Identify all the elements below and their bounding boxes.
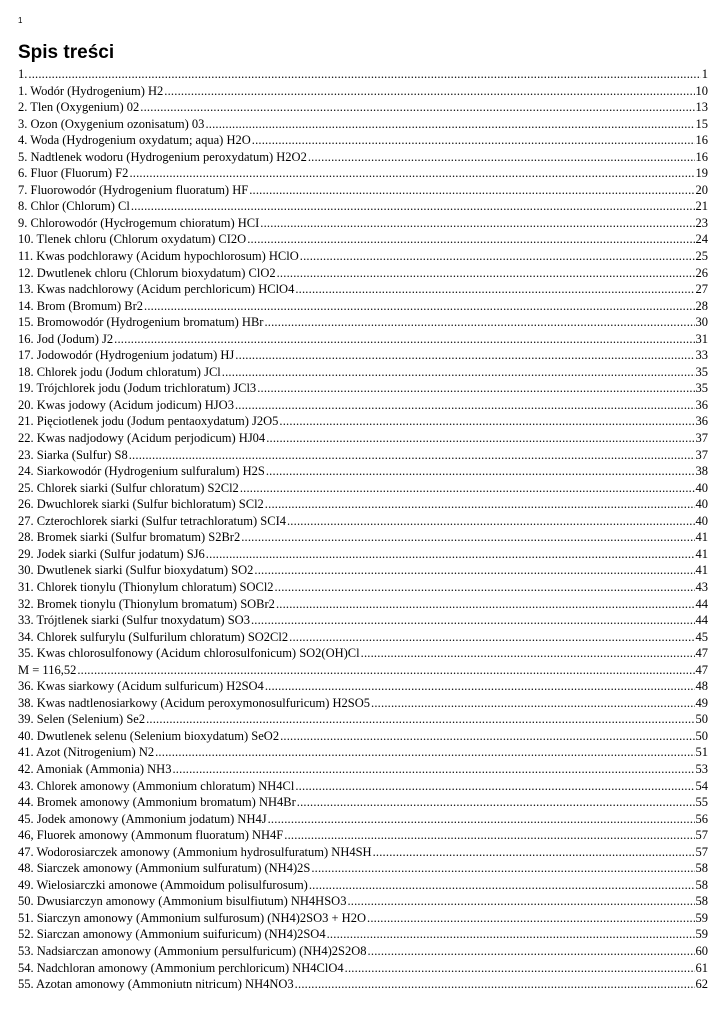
dot-leader [327, 926, 695, 943]
dot-leader [164, 83, 694, 100]
toc-entry-page-number[interactable]: 50 [695, 728, 708, 743]
toc-entry-title[interactable]: 43. Chlorek amonowy (Ammonium chloratum) NH4Cl [18, 778, 295, 793]
toc-entry-page-number[interactable]: 51 [695, 745, 708, 760]
toc-entry[interactable] [18, 910, 708, 927]
toc-entry[interactable] [18, 728, 708, 745]
toc-entry[interactable] [18, 877, 708, 894]
toc-entry-title[interactable]: 6. Fluor (Fluorum) F2 [18, 166, 129, 181]
toc-entry[interactable] [18, 529, 708, 546]
toc-entry[interactable] [18, 182, 708, 199]
toc-entry-title[interactable]: 39. Selen (Selenium) Se2 [18, 712, 146, 727]
toc-entry-page-number[interactable]: 41 [695, 546, 708, 561]
dot-leader [146, 711, 694, 728]
dot-leader [266, 430, 694, 447]
toc-entry-page-number[interactable]: 62 [695, 977, 708, 992]
toc-entry-title[interactable]: 25. Chlorek siarki (Sulfur chloratum) S2Cl2 [18, 480, 239, 495]
toc-entry-page-number[interactable]: 58 [695, 861, 708, 876]
dot-leader [347, 893, 694, 910]
dot-leader [251, 612, 695, 629]
toc-entry-title[interactable]: 16. Jod (Jodum) J2 [18, 331, 114, 346]
toc-title: Spis treści [18, 42, 115, 63]
toc-entry-page-number[interactable]: 45 [695, 629, 708, 644]
toc-entry-title[interactable]: 30. Dwutlenek siarki (Sulfur bioxydatum) SO2 [18, 563, 254, 578]
toc-entry[interactable] [18, 198, 708, 215]
toc-entry[interactable] [18, 281, 708, 298]
toc-entry-title[interactable]: 32. Bromek tionylu (Thionylum bromatum) SOBr2 [18, 596, 275, 611]
toc-entry[interactable] [18, 480, 708, 497]
toc-entry[interactable] [18, 562, 708, 579]
dot-leader [295, 976, 695, 993]
toc-entry[interactable] [18, 248, 708, 265]
toc-entry-page-number[interactable]: 23 [695, 215, 708, 230]
toc-entry-title[interactable]: 11. Kwas podchlorawy (Acidum hypochlorosum) HClO [18, 249, 299, 264]
dot-leader [114, 331, 694, 348]
dot-leader [240, 480, 695, 497]
toc-entry-title[interactable]: 21. Pięciotlenek jodu (Jodum pentaoxydatum) J2O5 [18, 414, 279, 429]
toc-entry-title[interactable]: 50. Dwusiarczyn amonowy (Ammonium bisulfiutum) NH4HSO3 [18, 894, 347, 909]
toc-entry-title[interactable]: 44. Bromek amonowy (Ammonium bromatum) NH4Br [18, 795, 296, 810]
toc-entry-title[interactable]: 2. Tlen (Oxygenium) 02 [18, 100, 140, 115]
toc-entry-page-number[interactable]: 59 [695, 927, 708, 942]
dot-leader [309, 877, 695, 894]
toc-entry-page-number[interactable]: 58 [695, 877, 708, 892]
toc-entry-title[interactable]: 1. [18, 67, 28, 81]
dot-leader [252, 132, 695, 149]
toc-entry[interactable] [18, 893, 708, 910]
toc-entry[interactable] [18, 645, 708, 662]
dot-leader [247, 231, 694, 248]
toc-entry-page-number[interactable]: 30 [695, 315, 708, 330]
toc-entry[interactable] [18, 463, 708, 480]
dot-leader [371, 695, 694, 712]
toc-entry[interactable] [18, 546, 708, 563]
toc-entry-page-number[interactable]: 57 [695, 844, 708, 859]
toc-entry-title[interactable]: 40. Dwutlenek selenu (Selenium bioxydatum) SeO2 [18, 728, 280, 743]
toc-entry-page-number[interactable]: 58 [695, 894, 708, 909]
toc-entry[interactable] [18, 744, 708, 761]
toc-entry-title[interactable]: 17. Jodowodór (Hydrogenium jodatum) HJ [18, 348, 235, 363]
toc-entry-title[interactable]: 14. Brom (Bromum) Br2 [18, 298, 143, 313]
dot-leader [129, 165, 694, 182]
dot-leader [373, 844, 695, 861]
toc-entry[interactable] [18, 265, 708, 282]
toc-entry-page-number[interactable]: 35 [695, 381, 708, 396]
toc-entry-title[interactable]: 36. Kwas siarkowy (Acidum sulfuricum) H2SO4 [18, 679, 264, 694]
toc-entry-page-number[interactable]: 57 [695, 828, 708, 843]
toc-entry-page-number[interactable]: 1 [701, 67, 708, 81]
toc-entry-page-number[interactable]: 31 [695, 331, 708, 346]
toc-entry-page-number[interactable]: 56 [695, 811, 708, 826]
toc-entry-title[interactable]: 4. Woda (Hydrogenium oxydatum; aqua) H2O [18, 133, 251, 148]
toc-entry-page-number[interactable]: 36 [695, 414, 708, 429]
dot-leader [206, 546, 695, 563]
toc-entry[interactable] [18, 149, 708, 166]
dot-leader [257, 380, 694, 397]
dot-leader [129, 447, 695, 464]
dot-leader [172, 761, 694, 778]
dot-leader [254, 562, 694, 579]
dot-leader [297, 794, 695, 811]
dot-leader [295, 281, 694, 298]
toc-entry-page-number[interactable]: 48 [695, 679, 708, 694]
toc-entry[interactable] [18, 397, 708, 414]
toc-entry[interactable] [18, 413, 708, 430]
toc-entry-title[interactable]: 29. Jodek siarki (Sulfur jodatum) SJ6 [18, 546, 205, 561]
dot-leader [345, 960, 695, 977]
toc-entry[interactable] [18, 447, 708, 464]
toc-entry[interactable] [18, 99, 708, 116]
toc-entry-page-number[interactable]: 59 [695, 910, 708, 925]
dot-leader [264, 314, 694, 331]
dot-leader [276, 596, 695, 613]
toc-entry-page-number[interactable]: 28 [695, 298, 708, 313]
dot-leader [275, 579, 695, 596]
toc-entry[interactable] [18, 165, 708, 182]
toc-entry-title[interactable]: 51. Siarczyn amonowy (Ammonium sulfurosum) (NH4)2SO3 + H2O [18, 910, 366, 925]
toc-entry[interactable] [18, 314, 708, 331]
toc-entry[interactable] [18, 364, 708, 381]
toc-entry[interactable] [18, 695, 708, 712]
toc-entry[interactable] [18, 579, 708, 596]
toc-entry[interactable] [18, 380, 708, 397]
toc-entry[interactable] [18, 844, 708, 861]
toc-entry-title[interactable]: 3. Ozon (Oxygenium ozonisatum) 03 [18, 116, 205, 131]
toc-entry[interactable] [18, 926, 708, 943]
toc-entry[interactable] [18, 231, 708, 248]
toc-entry-page-number[interactable]: 44 [695, 596, 708, 611]
toc-entry[interactable] [18, 761, 708, 778]
toc-entry-title[interactable]: M = 116,52 [18, 662, 77, 677]
toc-entry[interactable] [18, 596, 708, 613]
toc-entry-title[interactable]: 13. Kwas nadchlorowy (Acidum perchloricum) HClO4 [18, 282, 295, 297]
dot-leader [279, 413, 694, 430]
dot-leader [241, 529, 694, 546]
toc-entry-title[interactable]: 15. Bromowodór (Hydrogenium bromatum) HBr [18, 315, 264, 330]
toc-entry-page-number[interactable]: 61 [695, 960, 708, 975]
toc-entry[interactable] [18, 976, 708, 993]
dot-leader [295, 778, 694, 795]
dot-leader [131, 198, 695, 215]
toc-entry-page-number[interactable]: 38 [695, 464, 708, 479]
toc-entry[interactable] [18, 215, 708, 232]
toc-entry[interactable] [18, 83, 708, 100]
toc-entry-page-number[interactable]: 24 [695, 232, 708, 247]
toc-entry-page-number[interactable]: 47 [695, 646, 708, 661]
toc-entry-page-number[interactable]: 43 [695, 579, 708, 594]
toc-entry-title[interactable]: 47. Wodorosiarczek amonowy (Ammonium hydrosulfuratum) NH4SH [18, 844, 372, 859]
toc-list [18, 66, 708, 993]
toc-entry-page-number[interactable]: 21 [695, 199, 708, 214]
toc-entry[interactable] [18, 943, 708, 960]
toc-entry-page-number[interactable]: 41 [695, 530, 708, 545]
toc-entry-page-number[interactable]: 26 [695, 265, 708, 280]
toc-entry-page-number[interactable]: 27 [695, 282, 708, 297]
dot-leader [289, 629, 694, 646]
toc-entry-page-number[interactable]: 53 [695, 761, 708, 776]
toc-entry-page-number[interactable]: 16 [695, 133, 708, 148]
toc-entry[interactable] [18, 430, 708, 447]
toc-entry-page-number[interactable]: 15 [695, 116, 708, 131]
toc-entry[interactable] [18, 513, 708, 530]
dot-leader [287, 513, 695, 530]
toc-entry[interactable] [18, 496, 708, 513]
toc-entry-page-number[interactable]: 10 [695, 83, 708, 98]
dot-leader [367, 910, 695, 927]
toc-entry-title[interactable]: 24. Siarkowodór (Hydrogenium sulfuralum) H2S [18, 464, 265, 479]
toc-entry[interactable] [18, 794, 708, 811]
toc-entry-title[interactable]: 31. Chlorek tionylu (Thionylum chloratum) SOCl2 [18, 579, 274, 594]
dot-leader [300, 248, 695, 265]
toc-entry-page-number[interactable]: 55 [695, 795, 708, 810]
dot-leader [308, 149, 695, 166]
toc-entry-title[interactable]: 38. Kwas nadtlenosiarkowy (Acidum peroxymonosulfuricum) H2SO5 [18, 695, 371, 710]
toc-entry-page-number[interactable]: 40 [695, 497, 708, 512]
toc-entry-title[interactable]: 8. Chlor (Chlorum) Cl [18, 199, 130, 214]
toc-entry-title[interactable]: 18. Chlorek jodu (Jodum chloratum) JCl [18, 364, 221, 379]
toc-entry-title[interactable]: 55. Azotan amonowy (Ammoniutn nitricum) NH4NO3 [18, 977, 294, 992]
dot-leader [284, 827, 694, 844]
toc-entry-title[interactable]: 20. Kwas jodowy (Acidum jodicum) HJO3 [18, 397, 234, 412]
dot-leader [140, 99, 694, 116]
toc-entry[interactable] [18, 662, 708, 679]
toc-entry-title[interactable]: 28. Bromek siarki (Sulfur bromatum) S2Br2 [18, 530, 241, 545]
toc-entry[interactable] [18, 347, 708, 364]
dot-leader [205, 116, 694, 133]
toc-entry[interactable] [18, 827, 708, 844]
toc-entry-page-number[interactable]: 25 [695, 249, 708, 264]
toc-entry-page-number[interactable]: 40 [695, 513, 708, 528]
toc-entry-page-number[interactable]: 20 [695, 182, 708, 197]
toc-entry-title[interactable]: 7. Fluorowodór (Hydrogenium fluoratum) HF [18, 182, 249, 197]
toc-entry-title[interactable]: 5. Nadtlenek wodoru (Hydrogenium peroxydatum) H2O2 [18, 149, 307, 164]
toc-entry[interactable] [18, 711, 708, 728]
dot-leader [311, 860, 694, 877]
toc-entry[interactable] [18, 132, 708, 149]
toc-entry-title[interactable]: 10. Tlenek chloru (Chlorum oxydatum) CI2O [18, 232, 247, 247]
toc-entry-title[interactable]: 41. Azot (Nitrogenium) N2 [18, 745, 155, 760]
toc-entry-page-number[interactable]: 37 [695, 431, 708, 446]
toc-entry-page-number[interactable]: 33 [695, 348, 708, 363]
toc-entry-page-number[interactable]: 16 [695, 149, 708, 164]
dot-leader [144, 298, 695, 315]
dot-leader [266, 463, 695, 480]
toc-entry-title[interactable]: 33. Trójtlenek siarki (Sulfur tnoxydatum) SO3 [18, 613, 250, 628]
toc-entry[interactable] [18, 331, 708, 348]
toc-entry-title[interactable]: 48. Siarczek amonowy (Ammonium sulfuratum) (NH4)2S [18, 861, 311, 876]
dot-leader [265, 496, 695, 513]
dot-leader [277, 265, 695, 282]
toc-entry-page-number[interactable]: 44 [695, 613, 708, 628]
toc-entry-title[interactable]: 26. Dwuchlorek siarki (Sulfur bichloratum) SCl2 [18, 497, 264, 512]
toc-entry-page-number[interactable]: 13 [695, 100, 708, 115]
toc-entry[interactable] [18, 860, 708, 877]
toc-entry-page-number[interactable]: 54 [695, 778, 708, 793]
toc-entry[interactable] [18, 629, 708, 646]
toc-entry-title[interactable]: 23. Siarka (Sulfur) S8 [18, 447, 128, 462]
toc-entry-title[interactable]: 42. Amoniak (Ammonia) NH3 [18, 761, 172, 776]
toc-entry-page-number[interactable]: 19 [695, 166, 708, 181]
toc-entry-title[interactable]: 1. Wodór (Hydrogenium) H2 [18, 83, 164, 98]
toc-entry[interactable] [18, 960, 708, 977]
toc-entry-title[interactable]: 46, Fluorek amonowy (Ammonum fluoratum) NH4F [18, 828, 284, 843]
toc-entry-title[interactable]: 54. Nadchloran amonowy (Ammonium perchloricum) NH4ClO4 [18, 960, 344, 975]
toc-entry-page-number[interactable]: 35 [695, 364, 708, 379]
dot-leader [268, 811, 695, 828]
dot-leader [280, 728, 694, 745]
toc-entry-title[interactable]: 19. Trójchlorek jodu (Jodum trichloratum) JCl3 [18, 381, 257, 396]
dot-leader [77, 662, 694, 679]
toc-entry[interactable] [18, 778, 708, 795]
toc-entry[interactable] [18, 66, 708, 83]
dot-leader [235, 397, 695, 414]
toc-entry-title[interactable]: 12. Dwutlenek chloru (Chlorum bioxydatum) ClO2 [18, 265, 276, 280]
toc-entry-title[interactable]: 27. Czterochlorek siarki (Sulfur tetrachloratum) SCI4 [18, 513, 286, 528]
toc-entry-page-number[interactable]: 47 [695, 662, 708, 677]
dot-leader [222, 364, 695, 381]
toc-entry-page-number[interactable]: 49 [695, 695, 708, 710]
toc-entry[interactable] [18, 116, 708, 133]
dot-leader [265, 678, 695, 695]
dot-leader [155, 744, 694, 761]
toc-entry-page-number[interactable]: 36 [695, 397, 708, 412]
toc-entry-page-number[interactable]: 41 [695, 563, 708, 578]
toc-entry-page-number[interactable]: 50 [695, 712, 708, 727]
toc-entry[interactable] [18, 678, 708, 695]
dot-leader [368, 943, 695, 960]
page-number: 1 [18, 16, 23, 25]
toc-entry-title[interactable]: 35. Kwas chlorosulfonowy (Acidum chlorosulfonicum) SO2(OH)Cl [18, 646, 360, 661]
toc-entry-title[interactable]: 53. Nadsiarczan amonowy (Ammonium persulfuricum) (NH4)2S2O8 [18, 943, 367, 958]
dot-leader [249, 182, 694, 199]
toc-entry-title[interactable]: 45. Jodek amonowy (Ammonium jodatum) NH4J [18, 811, 267, 826]
toc-entry[interactable] [18, 811, 708, 828]
dot-leader [235, 347, 694, 364]
toc-entry-page-number[interactable]: 60 [695, 943, 708, 958]
toc-entry-title[interactable]: 34. Chlorek sulfurylu (Sulfurilum chloratum) SO2Cl2 [18, 629, 289, 644]
toc-entry[interactable] [18, 612, 708, 629]
dot-leader [361, 645, 695, 662]
toc-entry-title[interactable]: 9. Chlorowodór (Hycłrogemum chioratum) HCI [18, 215, 260, 230]
toc-entry-page-number[interactable]: 40 [695, 480, 708, 495]
dot-leader [260, 215, 694, 232]
toc-entry-title[interactable]: 52. Siarczan amonowy (Ammonium suifuricum) (NH4)2SO4 [18, 927, 326, 942]
toc-entry-page-number[interactable]: 37 [695, 447, 708, 462]
toc-entry-title[interactable]: 22. Kwas nadjodowy (Acidum perjodicum) HJ04 [18, 431, 266, 446]
toc-entry[interactable] [18, 298, 708, 315]
dot-leader [28, 66, 700, 83]
toc-entry-title[interactable]: 49. Wielosiarczki amonowe (Ammoidum polisulfurosum) [18, 877, 308, 892]
